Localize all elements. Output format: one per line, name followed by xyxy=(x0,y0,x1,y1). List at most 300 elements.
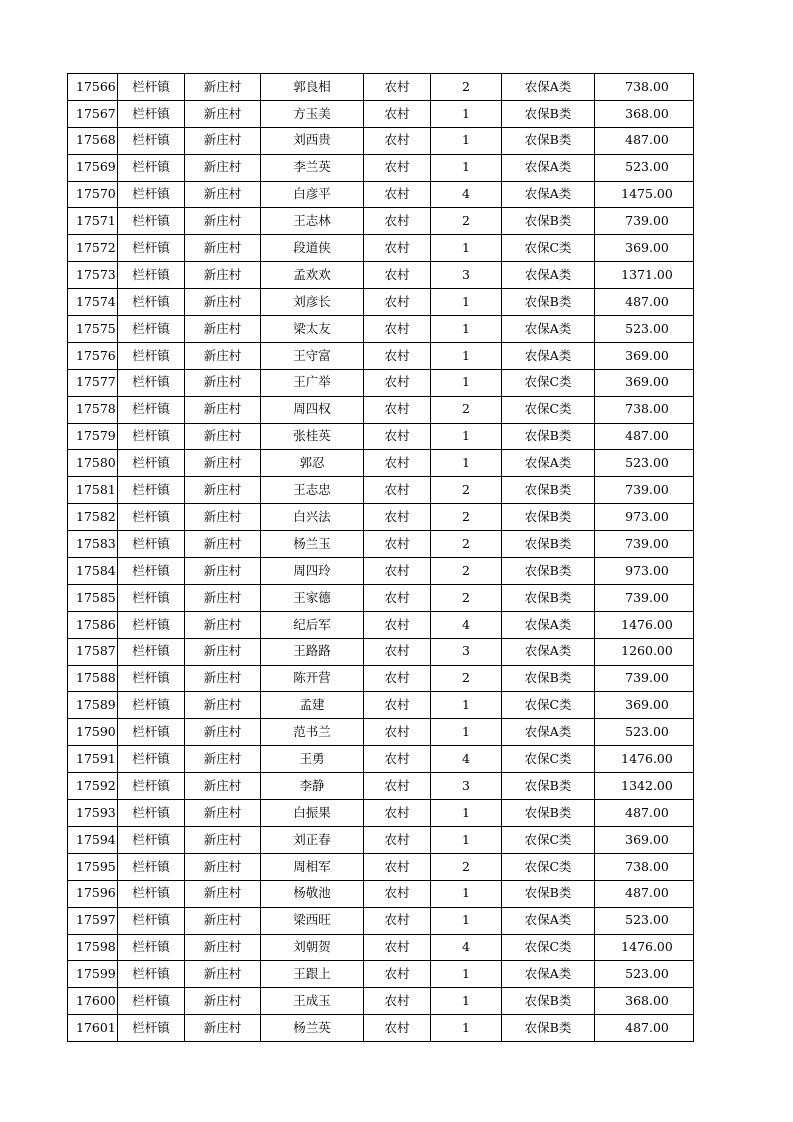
village-cell: 新庄村 xyxy=(185,369,261,396)
table-row xyxy=(68,504,694,531)
name-cell: 周四权 xyxy=(261,396,364,423)
row-id-cell: 17576 xyxy=(68,342,118,369)
town-cell: 栏杆镇 xyxy=(118,665,185,692)
table-row xyxy=(68,934,694,961)
amount-cell: 523.00 xyxy=(595,961,694,988)
amount-cell: 487.00 xyxy=(595,800,694,827)
row-id-cell: 17583 xyxy=(68,531,118,558)
count-cell: 1 xyxy=(431,423,502,450)
village-cell: 新庄村 xyxy=(185,531,261,558)
table-row xyxy=(68,1015,694,1042)
row-id-cell: 17585 xyxy=(68,584,118,611)
amount-cell: 368.00 xyxy=(595,100,694,127)
village-cell: 新庄村 xyxy=(185,773,261,800)
name-cell: 刘西贵 xyxy=(261,127,364,154)
insurance-class-cell: 农保A类 xyxy=(502,181,595,208)
insurance-class-cell: 农保B类 xyxy=(502,800,595,827)
count-cell: 4 xyxy=(431,181,502,208)
village-cell: 新庄村 xyxy=(185,1015,261,1042)
name-cell: 郭良相 xyxy=(261,74,364,101)
area-type-cell: 农村 xyxy=(364,450,431,477)
table-row xyxy=(68,988,694,1015)
village-cell: 新庄村 xyxy=(185,961,261,988)
town-cell: 栏杆镇 xyxy=(118,262,185,289)
row-id-cell: 17589 xyxy=(68,692,118,719)
row-id-cell: 17588 xyxy=(68,665,118,692)
table-row xyxy=(68,961,694,988)
insurance-class-cell: 农保B类 xyxy=(502,988,595,1015)
insurance-class-cell: 农保A类 xyxy=(502,74,595,101)
area-type-cell: 农村 xyxy=(364,800,431,827)
village-cell: 新庄村 xyxy=(185,127,261,154)
amount-cell: 487.00 xyxy=(595,423,694,450)
area-type-cell: 农村 xyxy=(364,504,431,531)
row-id-cell: 17579 xyxy=(68,423,118,450)
village-cell: 新庄村 xyxy=(185,74,261,101)
village-cell: 新庄村 xyxy=(185,665,261,692)
count-cell: 3 xyxy=(431,638,502,665)
amount-cell: 369.00 xyxy=(595,342,694,369)
row-id-cell: 17572 xyxy=(68,235,118,262)
village-cell: 新庄村 xyxy=(185,423,261,450)
village-cell: 新庄村 xyxy=(185,289,261,316)
area-type-cell: 农村 xyxy=(364,477,431,504)
area-type-cell: 农村 xyxy=(364,665,431,692)
town-cell: 栏杆镇 xyxy=(118,773,185,800)
name-cell: 王勇 xyxy=(261,746,364,773)
area-type-cell: 农村 xyxy=(364,208,431,235)
row-id-cell: 17597 xyxy=(68,907,118,934)
village-cell: 新庄村 xyxy=(185,907,261,934)
name-cell: 杨兰英 xyxy=(261,1015,364,1042)
village-cell: 新庄村 xyxy=(185,342,261,369)
row-id-cell: 17599 xyxy=(68,961,118,988)
count-cell: 2 xyxy=(431,208,502,235)
count-cell: 1 xyxy=(431,289,502,316)
table-row xyxy=(68,531,694,558)
count-cell: 1 xyxy=(431,692,502,719)
count-cell: 2 xyxy=(431,477,502,504)
amount-cell: 369.00 xyxy=(595,235,694,262)
name-cell: 王志忠 xyxy=(261,477,364,504)
count-cell: 1 xyxy=(431,369,502,396)
insurance-class-cell: 农保B类 xyxy=(502,423,595,450)
row-id-cell: 17567 xyxy=(68,100,118,127)
area-type-cell: 农村 xyxy=(364,74,431,101)
count-cell: 1 xyxy=(431,800,502,827)
row-id-cell: 17575 xyxy=(68,316,118,343)
area-type-cell: 农村 xyxy=(364,154,431,181)
village-cell: 新庄村 xyxy=(185,396,261,423)
row-id-cell: 17578 xyxy=(68,396,118,423)
amount-cell: 523.00 xyxy=(595,154,694,181)
table-row xyxy=(68,262,694,289)
area-type-cell: 农村 xyxy=(364,638,431,665)
name-cell: 刘朝贺 xyxy=(261,934,364,961)
village-cell: 新庄村 xyxy=(185,880,261,907)
insurance-class-cell: 农保B类 xyxy=(502,127,595,154)
village-cell: 新庄村 xyxy=(185,934,261,961)
row-id-cell: 17594 xyxy=(68,826,118,853)
name-cell: 范书兰 xyxy=(261,719,364,746)
insurance-class-cell: 农保B类 xyxy=(502,880,595,907)
row-id-cell: 17590 xyxy=(68,719,118,746)
count-cell: 2 xyxy=(431,396,502,423)
name-cell: 周相军 xyxy=(261,853,364,880)
name-cell: 王广举 xyxy=(261,369,364,396)
table-row xyxy=(68,692,694,719)
insurance-class-cell: 农保C类 xyxy=(502,396,595,423)
table-row xyxy=(68,450,694,477)
count-cell: 4 xyxy=(431,934,502,961)
row-id-cell: 17570 xyxy=(68,181,118,208)
row-id-cell: 17568 xyxy=(68,127,118,154)
area-type-cell: 农村 xyxy=(364,773,431,800)
insurance-class-cell: 农保A类 xyxy=(502,907,595,934)
amount-cell: 973.00 xyxy=(595,504,694,531)
count-cell: 4 xyxy=(431,746,502,773)
area-type-cell: 农村 xyxy=(364,531,431,558)
village-cell: 新庄村 xyxy=(185,719,261,746)
insurance-class-cell: 农保C类 xyxy=(502,235,595,262)
amount-cell: 1475.00 xyxy=(595,181,694,208)
table-row xyxy=(68,584,694,611)
count-cell: 1 xyxy=(431,154,502,181)
row-id-cell: 17595 xyxy=(68,853,118,880)
amount-cell: 523.00 xyxy=(595,719,694,746)
area-type-cell: 农村 xyxy=(364,961,431,988)
town-cell: 栏杆镇 xyxy=(118,127,185,154)
area-type-cell: 农村 xyxy=(364,181,431,208)
amount-cell: 1476.00 xyxy=(595,611,694,638)
insurance-class-cell: 农保A类 xyxy=(502,154,595,181)
table-row xyxy=(68,423,694,450)
amount-cell: 739.00 xyxy=(595,584,694,611)
name-cell: 梁西旺 xyxy=(261,907,364,934)
row-id-cell: 17582 xyxy=(68,504,118,531)
area-type-cell: 农村 xyxy=(364,100,431,127)
area-type-cell: 农村 xyxy=(364,262,431,289)
insurance-class-cell: 农保B类 xyxy=(502,665,595,692)
insurance-class-cell: 农保C类 xyxy=(502,853,595,880)
count-cell: 1 xyxy=(431,127,502,154)
area-type-cell: 农村 xyxy=(364,558,431,585)
village-cell: 新庄村 xyxy=(185,800,261,827)
town-cell: 栏杆镇 xyxy=(118,504,185,531)
village-cell: 新庄村 xyxy=(185,558,261,585)
count-cell: 3 xyxy=(431,262,502,289)
table-row xyxy=(68,235,694,262)
count-cell: 2 xyxy=(431,504,502,531)
insurance-class-cell: 农保B类 xyxy=(502,504,595,531)
name-cell: 段道侠 xyxy=(261,235,364,262)
town-cell: 栏杆镇 xyxy=(118,638,185,665)
area-type-cell: 农村 xyxy=(364,746,431,773)
town-cell: 栏杆镇 xyxy=(118,100,185,127)
insurance-class-cell: 农保C类 xyxy=(502,826,595,853)
town-cell: 栏杆镇 xyxy=(118,289,185,316)
village-cell: 新庄村 xyxy=(185,853,261,880)
insurance-class-cell: 农保C类 xyxy=(502,746,595,773)
area-type-cell: 农村 xyxy=(364,692,431,719)
insurance-class-cell: 农保C类 xyxy=(502,369,595,396)
row-id-cell: 17569 xyxy=(68,154,118,181)
name-cell: 王路路 xyxy=(261,638,364,665)
count-cell: 1 xyxy=(431,961,502,988)
village-cell: 新庄村 xyxy=(185,235,261,262)
village-cell: 新庄村 xyxy=(185,692,261,719)
amount-cell: 487.00 xyxy=(595,1015,694,1042)
town-cell: 栏杆镇 xyxy=(118,826,185,853)
name-cell: 白彦平 xyxy=(261,181,364,208)
insurance-class-cell: 农保C类 xyxy=(502,934,595,961)
insurance-class-cell: 农保A类 xyxy=(502,342,595,369)
village-cell: 新庄村 xyxy=(185,316,261,343)
amount-cell: 1260.00 xyxy=(595,638,694,665)
name-cell: 梁太友 xyxy=(261,316,364,343)
area-type-cell: 农村 xyxy=(364,584,431,611)
data-table xyxy=(67,73,694,1042)
area-type-cell: 农村 xyxy=(364,369,431,396)
name-cell: 王跟上 xyxy=(261,961,364,988)
amount-cell: 369.00 xyxy=(595,692,694,719)
town-cell: 栏杆镇 xyxy=(118,1015,185,1042)
count-cell: 1 xyxy=(431,1015,502,1042)
table-row xyxy=(68,773,694,800)
name-cell: 方玉美 xyxy=(261,100,364,127)
area-type-cell: 农村 xyxy=(364,988,431,1015)
insurance-class-cell: 农保B类 xyxy=(502,477,595,504)
village-cell: 新庄村 xyxy=(185,746,261,773)
name-cell: 王家德 xyxy=(261,584,364,611)
row-id-cell: 17574 xyxy=(68,289,118,316)
insurance-class-cell: 农保C类 xyxy=(502,692,595,719)
name-cell: 周四玲 xyxy=(261,558,364,585)
area-type-cell: 农村 xyxy=(364,1015,431,1042)
name-cell: 杨敬池 xyxy=(261,880,364,907)
village-cell: 新庄村 xyxy=(185,826,261,853)
amount-cell: 738.00 xyxy=(595,74,694,101)
table-body xyxy=(68,74,694,1042)
table-row xyxy=(68,665,694,692)
name-cell: 王志林 xyxy=(261,208,364,235)
town-cell: 栏杆镇 xyxy=(118,316,185,343)
area-type-cell: 农村 xyxy=(364,907,431,934)
village-cell: 新庄村 xyxy=(185,584,261,611)
insurance-class-cell: 农保B类 xyxy=(502,584,595,611)
insurance-class-cell: 农保B类 xyxy=(502,1015,595,1042)
row-id-cell: 17573 xyxy=(68,262,118,289)
amount-cell: 973.00 xyxy=(595,558,694,585)
row-id-cell: 17586 xyxy=(68,611,118,638)
town-cell: 栏杆镇 xyxy=(118,181,185,208)
amount-cell: 369.00 xyxy=(595,369,694,396)
area-type-cell: 农村 xyxy=(364,719,431,746)
town-cell: 栏杆镇 xyxy=(118,74,185,101)
count-cell: 1 xyxy=(431,880,502,907)
area-type-cell: 农村 xyxy=(364,880,431,907)
row-id-cell: 17566 xyxy=(68,74,118,101)
table-row xyxy=(68,746,694,773)
count-cell: 2 xyxy=(431,853,502,880)
insurance-class-cell: 农保B类 xyxy=(502,100,595,127)
area-type-cell: 农村 xyxy=(364,611,431,638)
count-cell: 4 xyxy=(431,611,502,638)
row-id-cell: 17587 xyxy=(68,638,118,665)
count-cell: 2 xyxy=(431,584,502,611)
row-id-cell: 17593 xyxy=(68,800,118,827)
name-cell: 张桂英 xyxy=(261,423,364,450)
village-cell: 新庄村 xyxy=(185,208,261,235)
insurance-class-cell: 农保A类 xyxy=(502,450,595,477)
table-row xyxy=(68,154,694,181)
area-type-cell: 农村 xyxy=(364,826,431,853)
table-row xyxy=(68,880,694,907)
village-cell: 新庄村 xyxy=(185,638,261,665)
village-cell: 新庄村 xyxy=(185,477,261,504)
table-row xyxy=(68,289,694,316)
amount-cell: 487.00 xyxy=(595,289,694,316)
name-cell: 陈开营 xyxy=(261,665,364,692)
row-id-cell: 17584 xyxy=(68,558,118,585)
count-cell: 1 xyxy=(431,988,502,1015)
count-cell: 1 xyxy=(431,100,502,127)
name-cell: 杨兰玉 xyxy=(261,531,364,558)
table-row xyxy=(68,853,694,880)
table-row xyxy=(68,127,694,154)
table-row xyxy=(68,800,694,827)
amount-cell: 739.00 xyxy=(595,665,694,692)
table-row xyxy=(68,342,694,369)
name-cell: 白兴法 xyxy=(261,504,364,531)
row-id-cell: 17571 xyxy=(68,208,118,235)
town-cell: 栏杆镇 xyxy=(118,208,185,235)
village-cell: 新庄村 xyxy=(185,262,261,289)
name-cell: 郭忍 xyxy=(261,450,364,477)
row-id-cell: 17591 xyxy=(68,746,118,773)
name-cell: 白振果 xyxy=(261,800,364,827)
insurance-class-cell: 农保A类 xyxy=(502,961,595,988)
area-type-cell: 农村 xyxy=(364,396,431,423)
town-cell: 栏杆镇 xyxy=(118,477,185,504)
table-row xyxy=(68,719,694,746)
row-id-cell: 17592 xyxy=(68,773,118,800)
count-cell: 1 xyxy=(431,450,502,477)
table-row xyxy=(68,369,694,396)
amount-cell: 523.00 xyxy=(595,450,694,477)
table-row xyxy=(68,907,694,934)
insurance-class-cell: 农保A类 xyxy=(502,719,595,746)
name-cell: 王成玉 xyxy=(261,988,364,1015)
area-type-cell: 农村 xyxy=(364,289,431,316)
amount-cell: 369.00 xyxy=(595,826,694,853)
count-cell: 1 xyxy=(431,907,502,934)
amount-cell: 1476.00 xyxy=(595,746,694,773)
village-cell: 新庄村 xyxy=(185,504,261,531)
area-type-cell: 农村 xyxy=(364,853,431,880)
amount-cell: 738.00 xyxy=(595,853,694,880)
town-cell: 栏杆镇 xyxy=(118,584,185,611)
row-id-cell: 17580 xyxy=(68,450,118,477)
town-cell: 栏杆镇 xyxy=(118,558,185,585)
table-row xyxy=(68,208,694,235)
area-type-cell: 农村 xyxy=(364,127,431,154)
insurance-class-cell: 农保B类 xyxy=(502,289,595,316)
count-cell: 2 xyxy=(431,665,502,692)
insurance-class-cell: 农保A类 xyxy=(502,316,595,343)
name-cell: 李静 xyxy=(261,773,364,800)
town-cell: 栏杆镇 xyxy=(118,961,185,988)
row-id-cell: 17596 xyxy=(68,880,118,907)
amount-cell: 1342.00 xyxy=(595,773,694,800)
row-id-cell: 17577 xyxy=(68,369,118,396)
town-cell: 栏杆镇 xyxy=(118,800,185,827)
amount-cell: 523.00 xyxy=(595,907,694,934)
town-cell: 栏杆镇 xyxy=(118,719,185,746)
town-cell: 栏杆镇 xyxy=(118,934,185,961)
amount-cell: 738.00 xyxy=(595,396,694,423)
insurance-class-cell: 农保B类 xyxy=(502,531,595,558)
insurance-class-cell: 农保A类 xyxy=(502,611,595,638)
count-cell: 1 xyxy=(431,826,502,853)
count-cell: 3 xyxy=(431,773,502,800)
village-cell: 新庄村 xyxy=(185,988,261,1015)
count-cell: 2 xyxy=(431,74,502,101)
insurance-class-cell: 农保B类 xyxy=(502,773,595,800)
name-cell: 孟建 xyxy=(261,692,364,719)
town-cell: 栏杆镇 xyxy=(118,692,185,719)
count-cell: 1 xyxy=(431,235,502,262)
town-cell: 栏杆镇 xyxy=(118,853,185,880)
area-type-cell: 农村 xyxy=(364,342,431,369)
amount-cell: 487.00 xyxy=(595,880,694,907)
name-cell: 纪后军 xyxy=(261,611,364,638)
town-cell: 栏杆镇 xyxy=(118,450,185,477)
town-cell: 栏杆镇 xyxy=(118,988,185,1015)
count-cell: 1 xyxy=(431,719,502,746)
name-cell: 孟欢欢 xyxy=(261,262,364,289)
amount-cell: 487.00 xyxy=(595,127,694,154)
town-cell: 栏杆镇 xyxy=(118,154,185,181)
table-row xyxy=(68,477,694,504)
amount-cell: 523.00 xyxy=(595,316,694,343)
table-row xyxy=(68,396,694,423)
amount-cell: 739.00 xyxy=(595,531,694,558)
count-cell: 2 xyxy=(431,558,502,585)
row-id-cell: 17600 xyxy=(68,988,118,1015)
town-cell: 栏杆镇 xyxy=(118,880,185,907)
town-cell: 栏杆镇 xyxy=(118,369,185,396)
village-cell: 新庄村 xyxy=(185,100,261,127)
town-cell: 栏杆镇 xyxy=(118,531,185,558)
area-type-cell: 农村 xyxy=(364,316,431,343)
count-cell: 2 xyxy=(431,531,502,558)
village-cell: 新庄村 xyxy=(185,154,261,181)
village-cell: 新庄村 xyxy=(185,181,261,208)
row-id-cell: 17581 xyxy=(68,477,118,504)
row-id-cell: 17601 xyxy=(68,1015,118,1042)
insurance-class-cell: 农保B类 xyxy=(502,208,595,235)
table-row xyxy=(68,558,694,585)
town-cell: 栏杆镇 xyxy=(118,746,185,773)
count-cell: 1 xyxy=(431,316,502,343)
amount-cell: 368.00 xyxy=(595,988,694,1015)
town-cell: 栏杆镇 xyxy=(118,396,185,423)
name-cell: 刘正春 xyxy=(261,826,364,853)
table-row xyxy=(68,638,694,665)
amount-cell: 739.00 xyxy=(595,208,694,235)
insurance-class-cell: 农保A类 xyxy=(502,638,595,665)
